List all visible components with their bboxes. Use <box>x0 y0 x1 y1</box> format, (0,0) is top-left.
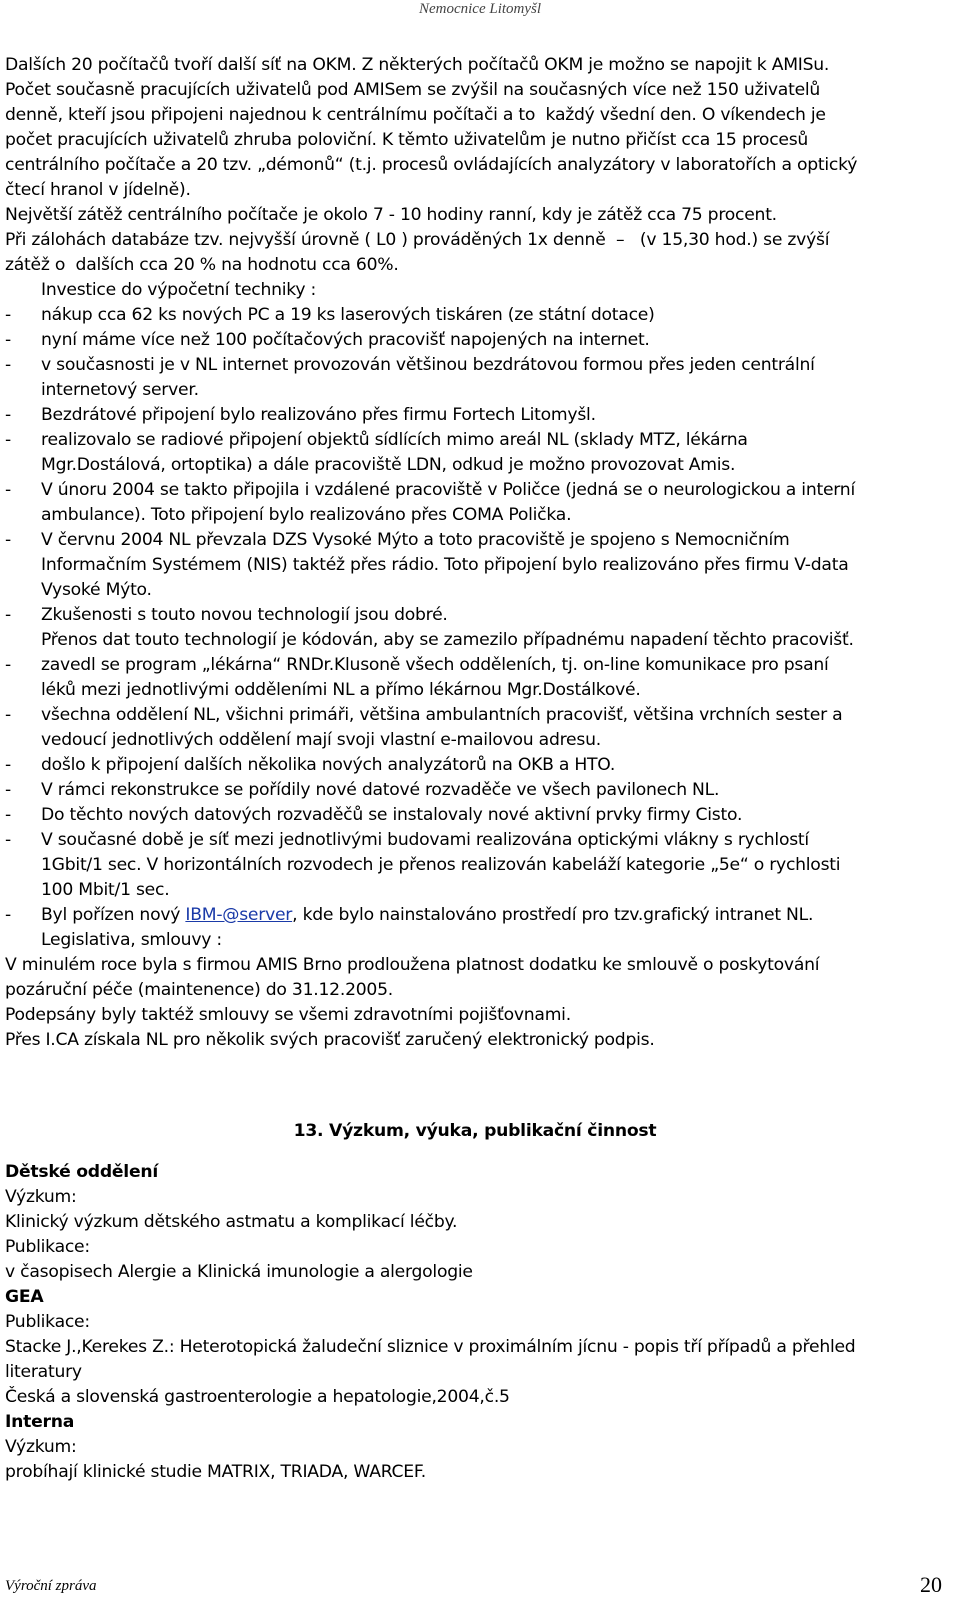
list-item-line: Bezdrátové připojení bylo realizováno přes firmu Fortech Litomyšl. <box>41 405 596 425</box>
text-line: Největší zátěž centrálního počítače je okolo 7 - 10 hodiny ranní, kdy je zátěž cca 75 procent. <box>5 205 777 225</box>
text-line: Stacke J.,Kerekes Z.: Heterotopická žaludeční sliznice v proximálním jícnu - popis tří případů a přehled <box>5 1337 856 1357</box>
list-item-line: 1Gbit/1 sec. V horizontálních rozvodech je přenos realizován kabeláží kategorie „5e“ o rychlosti <box>41 855 841 875</box>
document-body <box>5 53 945 1485</box>
list-item <box>5 478 945 528</box>
list-item <box>5 328 945 353</box>
bullet-mark: - <box>5 430 11 450</box>
text-line: V minulém roce byla s firmou AMIS Brno prodloužena platnost dodatku ke smlouvě o poskytování <box>5 955 820 975</box>
list-item-line: v současnosti je v NL internet provozován většinou bezdrátovou formou přes jeden centrální <box>41 355 815 375</box>
bullet-mark: - <box>5 405 11 425</box>
last-bullet-list <box>5 903 945 928</box>
bullet-mark: - <box>5 905 11 925</box>
text-line: Počet současně pracujících uživatelů pod AMISem se zvýšil na současných více než 150 uživatelů <box>5 80 821 100</box>
list-item <box>5 903 945 928</box>
list-item-line: nákup cca 62 ks nových PC a 19 ks laserových tiskáren (ze státní dotace) <box>41 305 655 325</box>
bullet-mark: - <box>5 705 11 725</box>
list-item-line: všechna oddělení NL, všichni primáři, většina ambulantních pracovišť, většina vrchních sester a <box>41 705 843 725</box>
list-item-line: V současné době je síť mezi jednotlivými budovami realizována optickými vlákny s rychlostí <box>41 830 809 850</box>
text-line: čtecí hranol v jídelně). <box>5 180 191 200</box>
ibm-server-link[interactable]: IBM-@server <box>185 905 293 925</box>
section-body <box>5 1160 945 1485</box>
text-line: centrálního počítače a 20 tzv. „démonů“ (t.j. procesů ovládajících analyzátory v laboratořích a optický <box>5 155 858 175</box>
intro-paragraph <box>5 53 945 278</box>
list-item <box>5 428 945 478</box>
list-item-line: Přenos dat touto technologií je kódován, aby se zamezilo případnému napadení těchto pracovišť. <box>41 630 854 650</box>
list-item <box>5 403 945 428</box>
bullet-mark: - <box>5 780 11 800</box>
list-item-line: V červnu 2004 NL převzala DZS Vysoké Mýto a toto pracoviště je spojeno s Nemocničním <box>41 530 790 550</box>
list-item-line: internetový server. <box>41 380 199 400</box>
text-line: Při zálohách databáze tzv. nejvyšší úrovně ( L0 ) prováděných 1x denně – (v 15,30 hod.) se zvýší <box>5 230 830 250</box>
bullet-mark: - <box>5 480 11 500</box>
list-item-line: došlo k připojení dalších několika nových analyzátorů na OKB a HTO. <box>41 755 616 775</box>
list-item-line: V rámci rekonstrukce se pořídily nové datové rozvaděče ve všech pavilonech NL. <box>41 780 720 800</box>
legislation-paragraph <box>5 953 945 1053</box>
bullet-mark: - <box>5 805 11 825</box>
last-bullet-before: Byl pořízen nový <box>41 905 186 925</box>
text-line: probíhají klinické studie MATRIX, TRIADA, WARCEF. <box>5 1462 426 1482</box>
invest-list <box>5 303 945 903</box>
list-item <box>5 803 945 828</box>
section-title <box>5 1119 945 1144</box>
bullet-mark: - <box>5 305 11 325</box>
list-item <box>5 828 945 903</box>
text-line: denně, kteří jsou připojeni najednou k centrálnímu počítači a to každý všední den. O víkendech je <box>5 105 826 125</box>
list-item <box>5 653 945 703</box>
list-item-line: Informačním Systémem (NIS) taktéž přes rádio. Toto připojení bylo realizováno přes firmu V-data <box>41 555 849 575</box>
list-item <box>5 528 945 603</box>
list-item-line: 100 Mbit/1 sec. <box>41 880 170 900</box>
bullet-mark: - <box>5 830 11 850</box>
text-line: Dalších 20 počítačů tvoří další síť na OKM. Z některých počítačů OKM je možno se napojit k AMISu. <box>5 55 830 75</box>
text-line: Publikace: <box>5 1312 90 1332</box>
bullet-mark: - <box>5 355 11 375</box>
text-line: Podepsány byly taktéž smlouvy se všemi zdravotními pojišťovnami. <box>5 1005 571 1025</box>
page-header: Nemocnice Litomyšl <box>418 1 542 17</box>
section-title-text: 13. Výzkum, výuka, publikační činnost <box>293 1121 657 1141</box>
list-item-line: realizovalo se radiové připojení objektů sídlících mimo areál NL (sklady MTZ, lékárna <box>41 430 748 450</box>
text-line: Česká a slovenská gastroenterologie a hepatologie,2004,č.5 <box>5 1387 510 1407</box>
list-item-line: ambulance). Toto připojení bylo realizováno přes COMA Polička. <box>41 505 572 525</box>
list-item-line: Zkušenosti s touto novou technologií jsou dobré. <box>41 605 448 625</box>
text-line: Výzkum: <box>5 1187 77 1207</box>
invest-heading: Investice do výpočetní techniky : <box>41 280 317 300</box>
list-item <box>5 703 945 753</box>
list-item <box>5 353 945 403</box>
list-item <box>5 753 945 778</box>
list-item <box>5 778 945 803</box>
footer-label: Výroční zpráva <box>5 1578 97 1594</box>
list-item-line: Do těchto nových datových rozvaděčů se instalovaly nové aktivní prvky firmy Cisto. <box>41 805 743 825</box>
bullet-mark: - <box>5 655 11 675</box>
text-line: Klinický výzkum dětského astmatu a komplikací léčby. <box>5 1212 458 1232</box>
bullet-mark: - <box>5 530 11 550</box>
list-item-line: Vysoké Mýto. <box>41 580 152 600</box>
text-line: pozáruční péče (maintenence) do 31.12.2005. <box>5 980 394 1000</box>
subsection-heading: Dětské oddělení <box>5 1162 158 1182</box>
list-item <box>5 303 945 328</box>
subsection-heading: Interna <box>5 1412 75 1432</box>
list-item-line: V únoru 2004 se takto připojila i vzdálené pracoviště v Poličce (jedná se o neurologickou a interní <box>41 480 855 500</box>
bullet-mark: - <box>5 605 11 625</box>
list-item-line: Mgr.Dostálová, ortoptika) a dále pracoviště LDN, odkud je možno provozovat Amis. <box>41 455 736 475</box>
subsection-heading: GEA <box>5 1287 44 1307</box>
text-line: Publikace: <box>5 1237 90 1257</box>
list-item-line: léků mezi jednotlivými odděleními NL a přímo lékárnou Mgr.Dostálkové. <box>41 680 641 700</box>
list-item-line: nyní máme více než 100 počítačových pracovišť napojených na internet. <box>41 330 650 350</box>
legislation-heading: Legislativa, smlouvy : <box>41 930 222 950</box>
page-number: 20 <box>920 1572 942 1597</box>
text-line: v časopisech Alergie a Klinická imunologie a alergologie <box>5 1262 473 1282</box>
text-line: Přes I.CA získala NL pro několik svých pracovišť zaručený elektronický podpis. <box>5 1030 655 1050</box>
text-line: počet pracujících uživatelů zhruba poloviční. K těmto uživatelům je nutno přičíst cca 15 procesů <box>5 130 809 150</box>
bullet-mark: - <box>5 330 11 350</box>
last-bullet-after: , kde bylo nainstalováno prostředí pro tzv.grafický intranet NL. <box>292 905 814 925</box>
bullet-mark: - <box>5 755 11 775</box>
list-item-line: vedoucí jednotlivých oddělení mají svoji vlastní e-mailovou adresu. <box>41 730 601 750</box>
list-item <box>5 603 945 653</box>
text-line: Výzkum: <box>5 1437 77 1457</box>
list-item-line: zavedl se program „lékárna“ RNDr.Klusoně všech odděleních, tj. on-line komunikace pro psaní <box>41 655 829 675</box>
text-line: zátěž o dalších cca 20 % na hodnotu cca 60%. <box>5 255 399 275</box>
text-line: literatury <box>5 1362 82 1382</box>
